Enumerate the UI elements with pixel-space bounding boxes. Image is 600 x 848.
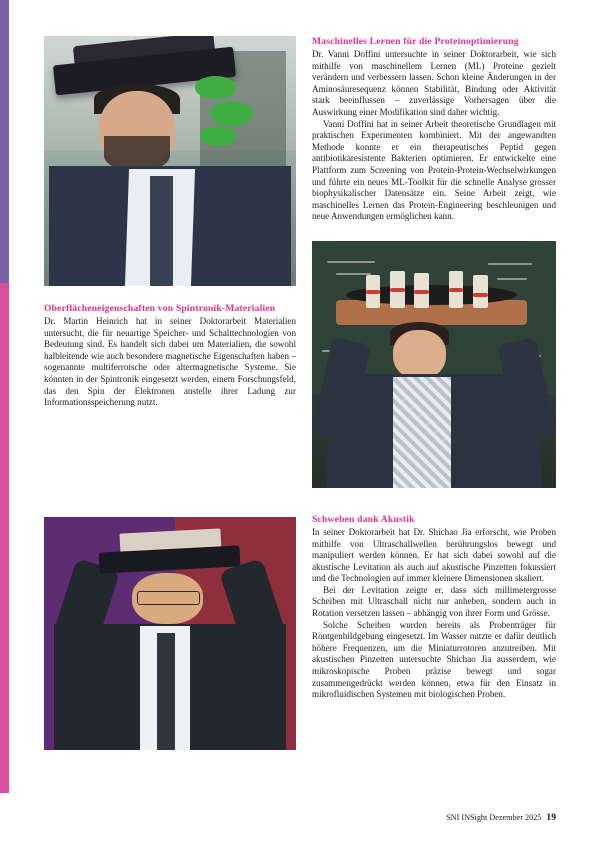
edge-accent-bar-blank	[0, 793, 9, 848]
page-number: 19	[546, 812, 556, 823]
paragraph: Vanni Doffini hat in seiner Arbeit theoretische Grundlagen mit praktischen Experimenten kombiniert. Mit der angewandten Methode konnte er ein therapeutisches Peptid gegen antibiotikaresistente Bakterien optimieren. Er entwickelte eine Plattform zum Screening von Protein-Protein-Wechselwirkungen und führte ein neues ML-Toolkit für die schnelle Analyse grosser biophysikalischer Datensätze ein. Seine Arbeit zeigt, wie maschinelles Lernen das Protein-Engineering beschleunigen und neue Anwendungen ermöglichen kann.	[312, 118, 556, 222]
article-title-akustik: Schweben dank Akustik	[312, 513, 415, 525]
photo-lab-hat	[312, 241, 556, 488]
footer-label: SNI INSight Dezember 2025	[446, 813, 542, 822]
photo-mortarboard	[44, 517, 296, 750]
page-footer	[312, 812, 556, 823]
edge-accent-bar-purple	[0, 0, 9, 283]
article-title-ml-protein: Maschinelles Lernen für die Proteinoptimierung	[312, 36, 519, 47]
article-body-akustik	[312, 527, 556, 701]
right-column	[312, 0, 556, 701]
paragraph: Dr. Vanni Doffini untersuchte in seiner Doktorarbeit, wie sich mithilfe von maschinellem Lernen (ML) Proteine gezielt verändern und verbessern lassen. Schon kleine Änderungen in der Aminosäuresequenz können Stabilität, Bindung oder Aktivität stark beeinflussen – zuverlässige Vorhersagen über die Auswirkung einer Modifikation sind daher wichtig.	[312, 49, 556, 117]
edge-accent-bar-pink-lower	[0, 553, 9, 793]
article-body-spintronik	[44, 316, 296, 409]
edge-accent-bar-pink-upper	[0, 283, 9, 553]
left-column	[44, 0, 296, 750]
paragraph: In seiner Doktorarbeit hat Dr. Shichao Jia erforscht, wie Proben mithilfe von Ultraschallwellen berührungslos bewegt und manipuliert werden können. Er hat sich dabei sowohl auf die akustische Levitation als auch auf akustische Pinzetten fokussiert und die Technologien auf immer kleinere Dimensionen skaliert.	[312, 526, 556, 584]
article-title-spintronik: Oberflächeneigenschaften von Spintronik-Materialien	[44, 303, 276, 314]
paragraph: Solche Scheiben wurden bereits als Probenträger für Röntgenbildgebung eingesetzt. Im Wasser nutzte er dafür deutlich höhere Frequenzen, um die Miniaturrotoren anzutreiben. Mit akustischen Pinzetten untersuchte Shichao Jia ausserdem, wie mikroskopische Proben präzise bewegt und sogar zusammengedrückt werden können, etwa für den Einsatz in mikrofluidischen Systemen mit biologischen Proben.	[312, 619, 556, 700]
photo-graduate-hat	[44, 36, 296, 286]
paragraph: Bei der Levitation zeigte er, dass sich millimetergrosse Scheiben mit Ultraschall nicht nur anheben, sondern auch in Rotation versetzen lassen – abhängig von ihrer Form und Grösse.	[312, 584, 556, 619]
paragraph: Dr. Martin Heinrich hat in seiner Doktorarbeit Materialien untersucht, die für neuartige Speicher- und Schalttechnologien von Bedeutung sind. Es handelt sich dabei um Materialien, die sowohl halbleitende wie auch besondere magnetische Eigenschaften haben – sogenannte multiferroische oder altermagnetische Systeme. Sie könnten in der Spintronik eingesetzt werden, einem Forschungsfeld, das den Spin der Elektronen anstelle ihrer Ladung zur Informationsspeicherung nutzt.	[44, 316, 296, 408]
article-body-ml-protein	[312, 49, 556, 223]
